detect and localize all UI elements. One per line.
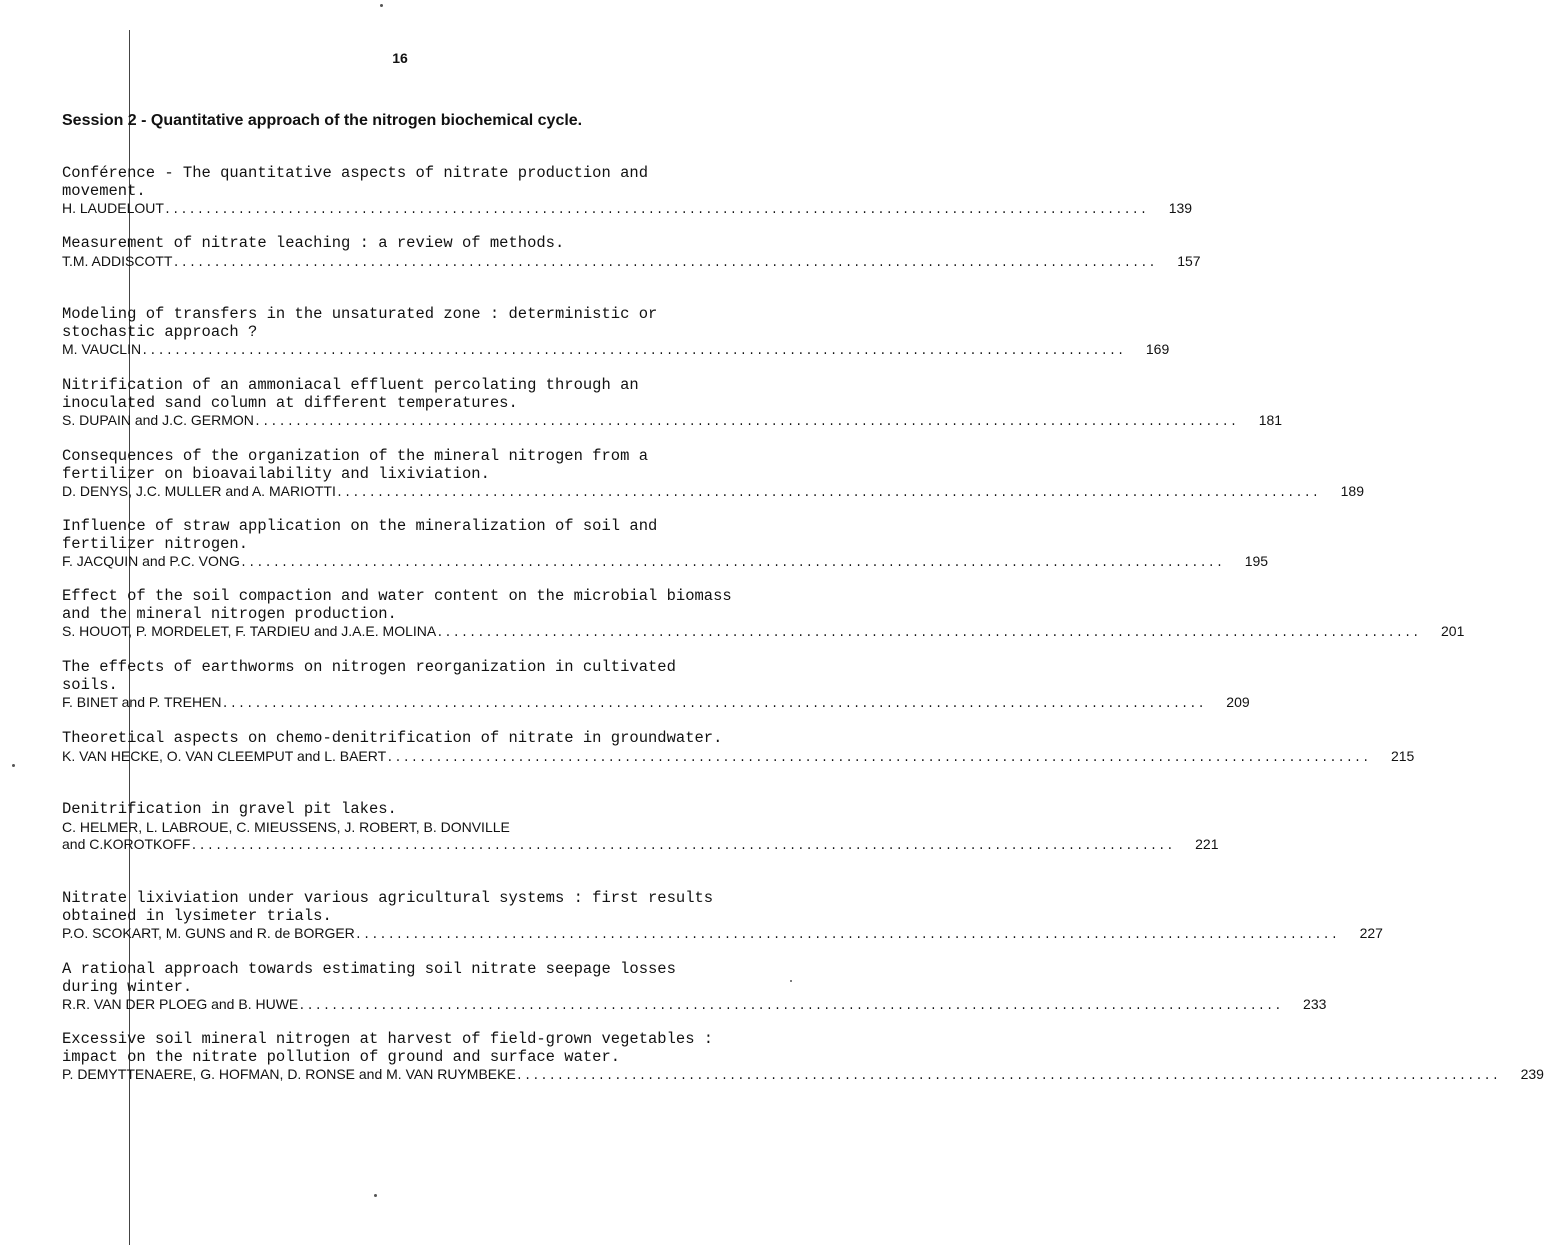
entry-title: Modeling of transfers in the unsaturated zone : deterministic or stochastic approach ? [62,305,658,341]
entry-authors-line [62,483,1364,503]
scan-speck [12,764,15,767]
entry-authors-line [62,1066,1544,1086]
entry-page: 139 [1168,200,1193,216]
entry-page: 221 [1195,836,1219,852]
entry-title: Measurement of nitrate leaching : a review of methods. [62,234,565,252]
toc-entry [62,234,1201,272]
toc-entry [62,517,1269,573]
entry-title: Nitrification of an ammoniacal effluent percolating through an inoculated sand column at different temperatures. [62,376,639,412]
toc-entry [62,889,1383,945]
entry-authors: H. LAUDELOUT [62,200,164,216]
entry-authors-line [62,412,1283,432]
entry-page: 201 [1441,623,1465,639]
entry-authors: M. VAUCLIN [62,341,142,357]
entry-title: Denitrification in gravel pit lakes. [62,800,397,818]
entry-authors-continued: and C.KOROTKOFF [62,836,191,852]
toc-entry [62,658,1250,714]
entry-authors-line [62,623,1465,643]
entry-page: 215 [1390,747,1415,764]
entry-authors-line [62,252,1201,273]
entry-authors: D. DENYS, J.C. MULLER and A. MARIOTTI [62,483,336,499]
page-number: 16 [392,50,408,66]
entry-title: The effects of earthworms on nitrogen reorganization in cultivated soils. [62,658,676,694]
toc-entry [62,587,1465,643]
entry-page: 227 [1359,925,1383,941]
entry-page: 169 [1145,341,1170,357]
entry-title: Effect of the soil compaction and water content on the microbial biomass and the mineral nitrogen production. [62,587,732,623]
scan-speck [790,980,792,982]
dot-leader: ........................................................................................................................ [141,344,1126,358]
dot-leader: ........................................................................................................................ [436,626,1421,640]
dot-leader: ........................................................................................................................ [335,486,1320,500]
dot-leader: ........................................................................................................................ [221,697,1206,711]
scan-speck [380,4,383,7]
dot-leader: ........................................................................................................................ [239,556,1225,570]
scan-speck [374,1194,377,1197]
toc-entry [62,960,1327,1016]
entry-authors: T.M. ADDISCOTT [62,252,173,269]
entry-title: Excessive soil mineral nitrogen at harvest of field-grown vegetables : impact on the nitrate pollution of ground and surface water. [62,1030,714,1066]
dot-leader: ........................................................................................................................ [163,203,1149,217]
entry-authors-line [62,747,1415,768]
entry-authors-line [62,694,1250,714]
entry-title: Influence of straw application on the mineralization of soil and fertilizer nitrogen. [62,517,658,553]
entry-authors: P.O. SCOKART, M. GUNS and R. de BORGER [62,925,355,941]
dot-leader: ........................................................................................................................ [386,750,1371,765]
entry-title: Theoretical aspects on chemo-denitrification of nitrate in groundwater. [62,729,723,747]
entry-page: 209 [1226,694,1250,710]
entry-page: 181 [1258,412,1283,428]
entry-page: 239 [1520,1066,1544,1082]
entry-title: A rational approach towards estimating soil nitrate seepage losses during winter. [62,960,676,996]
entry-authors: S. HOUOT, P. MORDELET, F. TARDIEU and J.A.E. MOLINA [62,623,437,639]
entry-authors: K. VAN HECKE, O. VAN CLEEMPUT and L. BAERT [62,747,387,764]
toc-entry [62,447,1364,503]
toc-entry [62,800,1219,856]
entry-authors-line [62,200,1193,220]
entry-page: 157 [1177,252,1201,269]
dot-leader: ........................................................................................................................ [190,839,1175,853]
entry-authors-line [62,836,1219,856]
dot-leader: ........................................................................................................................ [253,415,1239,429]
dot-leader: ........................................................................................................................ [515,1069,1500,1083]
toc-entry [62,1030,1544,1086]
dot-leader: ........................................................................................................................ [172,255,1157,270]
dot-leader: ........................................................................................................................ [354,928,1339,942]
toc-entry [62,164,1193,220]
toc-entry [62,729,1415,767]
toc-entry [62,305,1170,361]
entry-page: 189 [1340,483,1364,499]
entry-authors: C. HELMER, L. LABROUE, C. MIEUSSENS, J. ROBERT, B. DONVILLE [62,818,510,835]
entry-authors-line [62,925,1383,945]
entry-page: 195 [1244,553,1269,569]
entry-authors-line [62,553,1269,573]
dot-leader: ........................................................................................................................ [298,999,1283,1013]
entry-authors: F. BINET and P. TREHEN [62,694,222,710]
entry-authors: F. JACQUIN and P.C. VONG [62,553,240,569]
entry-title: Nitrate lixiviation under various agricultural systems : first results obtained in lysimeter trials. [62,889,714,925]
entry-authors: S. DUPAIN and J.C. GERMON [62,412,254,428]
session-heading: Session 2 - Quantitative approach of the nitrogen biochemical cycle. [62,112,583,129]
entry-page: 233 [1303,996,1327,1012]
entry-authors: P. DEMYTTENAERE, G. HOFMAN, D. RONSE and M. VAN RUYMBEKE [62,1066,516,1082]
entry-authors-line [62,341,1170,361]
entry-title: Conférence - The quantitative aspects of nitrate production and movement. [62,164,648,200]
toc-entry [62,376,1283,432]
entry-authors-line [62,996,1327,1016]
entry-title: Consequences of the organization of the mineral nitrogen from a fertilizer on bioavailability and lixiviation. [62,447,648,483]
entry-authors: R.R. VAN DER PLOEG and B. HUWE [62,996,299,1012]
